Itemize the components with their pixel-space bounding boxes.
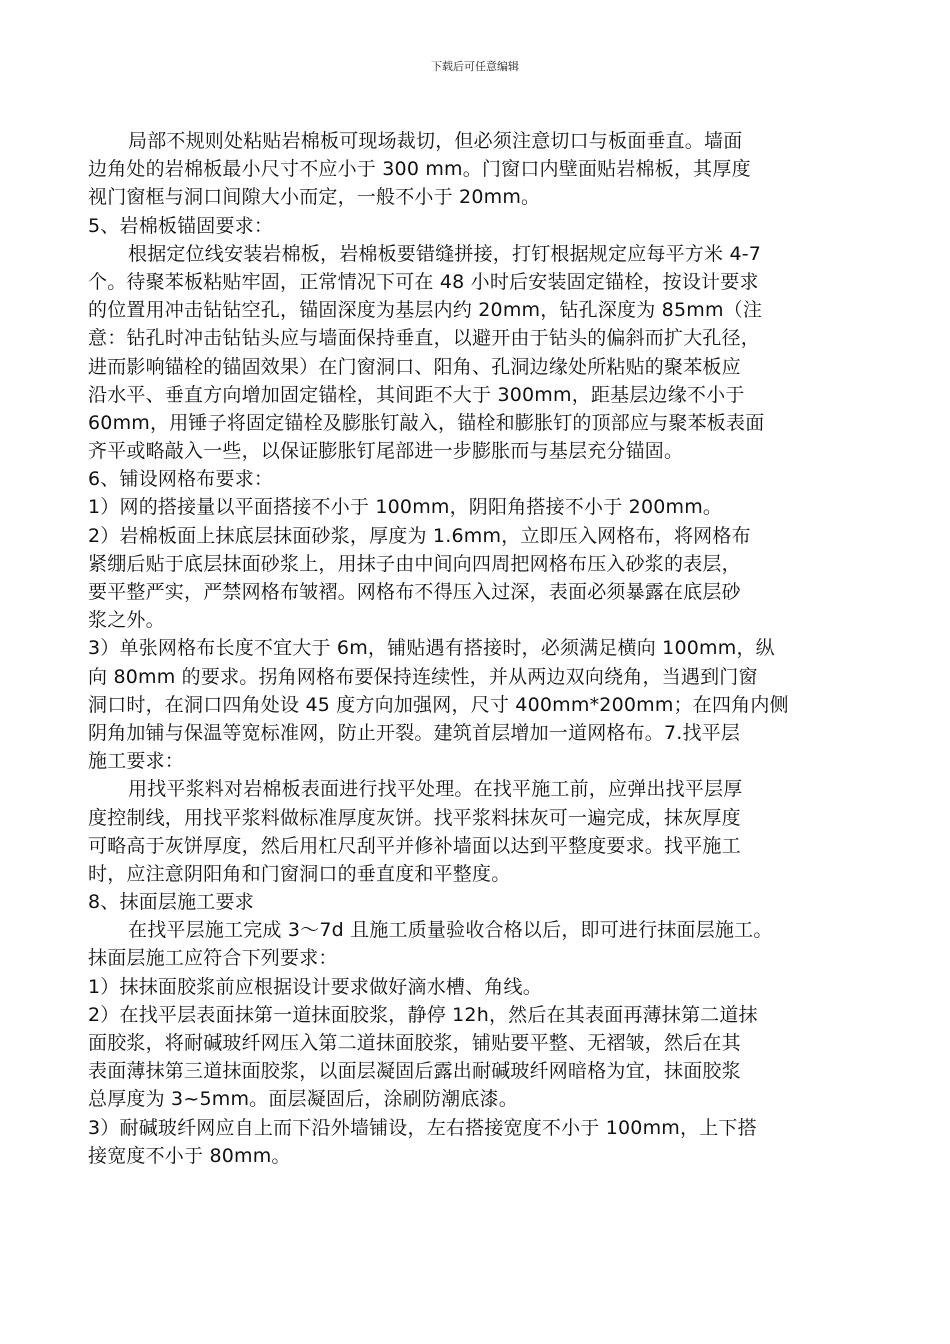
text-line: 时，应注意阴阳角和门窗洞口的垂直度和平整度。 [88, 862, 511, 885]
text-line: 意：钻孔时冲击钻钻头应与墙面保持垂直，以避开由于钻头的偏斜而扩大孔径， [88, 327, 761, 350]
text-line: 要平整严实，严禁网格布皱褶。网格布不得压入过深，表面必须暴露在底层砂 [88, 581, 741, 603]
text-line: 表面薄抹第三道抹面胶浆，以面层凝固后露出耐碱玻纤网暗格为宜，抹面胶浆 [88, 1060, 741, 1083]
text-line: 的位置用冲击钻钻空孔，锚固深度为基层内约 20mm，钻孔深度为 85mm（注 [88, 299, 763, 322]
text-line: 1）网的搭接量以平面搭接不小于 100mm，阴阳角搭接不小于 200mm。 [88, 496, 723, 519]
text-line: 总厚度为 3~5mm。面层凝固后，涂刷防潮底漆。 [88, 1088, 518, 1111]
page-header: 下载后可任意编辑 [431, 60, 519, 73]
text-line: 施工要求： [88, 750, 185, 773]
text-line: 沿水平、垂直方向增加固定锚栓，其间距不大于 300mm，距基层边缘不小于 [88, 383, 745, 406]
text-line: 度控制线，用找平浆料做标准厚度灰饼。找平浆料抹灰可一遍完成，抹灰厚度 [88, 806, 741, 829]
text-line: 紧绷后贴于底层抹面砂浆上，用抹子由中间向四周把网格布压入砂浆的表层， [88, 552, 741, 575]
text-line: 接宽度不小于 80mm。 [88, 1144, 291, 1167]
text-line: 抹面层施工应符合下列要求： [88, 947, 338, 970]
text-line: 面胶浆，将耐碱玻纤网压入第二道抹面胶浆，铺贴要平整、无褶皱，然后在其 [88, 1032, 741, 1054]
text-line: 2）在找平层表面抹第一道抹面胶浆，静停 12h，然后在其表面再薄抹第二道抹 [88, 1003, 758, 1026]
text-line: 阴角加铺与保温等宽标准网，防止开裂。建筑首层增加一道网格布。7.找平层 [88, 721, 741, 744]
text-line: 3）耐碱玻纤网应自上而下沿外墙铺设，左右搭接宽度不小于 100mm，上下搭 [88, 1116, 757, 1139]
text-line: 根据定位线安装岩棉板，岩棉板要错缝拼接，打钉根据规定应每平方米 4-7 [128, 242, 762, 265]
document-body [88, 127, 866, 1170]
text-line: 个。待聚苯板粘贴牢固，正常情况下可在 48 小时后安装固定锚栓，按设计要求 [88, 270, 759, 293]
text-line: 齐平或略敲入一些，以保证膨胀钉尾部进一步膨胀而与基层充分锚固。 [88, 440, 684, 463]
text-line: 洞口时，在洞口四角处设 45 度方向加强网，尺寸 400mm*200mm；在四角内侧 [88, 693, 789, 716]
text-line: 进而影响锚栓的锚固效果）在门窗洞口、阳角、孔洞边缘处所粘贴的聚苯板应 [88, 355, 741, 378]
text-line: 边角处的岩棉板最小尺寸不应小于 300 mm。门窗口内壁面贴岩棉板，其厚度 [88, 158, 751, 181]
text-line: 6、铺设网格布要求： [88, 468, 274, 491]
text-line: 浆之外。 [88, 609, 165, 632]
text-line: 8、抹面层施工要求 [88, 891, 254, 914]
text-line: 60mm，用锤子将固定锚栓及膨胀钉敲入，锚栓和膨胀钉的顶部应与聚苯板表面 [88, 411, 765, 434]
text-line: 在找平层施工完成 3～7d 且施工质量验收合格以后，即可进行抹面层施工。 [128, 919, 773, 942]
text-line: 5、岩棉板锚固要求： [88, 214, 274, 237]
text-line: 2）岩棉板面上抹底层抹面砂浆，厚度为 1.6mm，立即压入网格布，将网格布 [88, 524, 751, 547]
text-line: 向 80mm 的要求。拐角网格布要保持连续性，并从两边双向绕角，当遇到门窗 [88, 665, 758, 688]
text-line: 1）抹抹面胶浆前应根据设计要求做好滴水槽、角线。 [88, 975, 542, 998]
text-line: 可略高于灰饼厚度，然后用杠尺刮平并修补墙面以达到平整度要求。找平施工 [88, 834, 741, 857]
text-line: 3）单张网格布长度不宜大于 6m，铺贴遇有搭接时，必须满足横向 100mm，纵 [88, 637, 775, 660]
text-line: 局部不规则处粘贴岩棉板可现场裁切，但必须注意切口与板面垂直。墙面 [128, 130, 743, 152]
text-line: 用找平浆料对岩棉板表面进行找平处理。在找平施工前，应弹出找平层厚 [128, 778, 743, 801]
text-line: 视门窗框与洞口间隙大小而定，一般不小于 20mm。 [88, 186, 541, 209]
